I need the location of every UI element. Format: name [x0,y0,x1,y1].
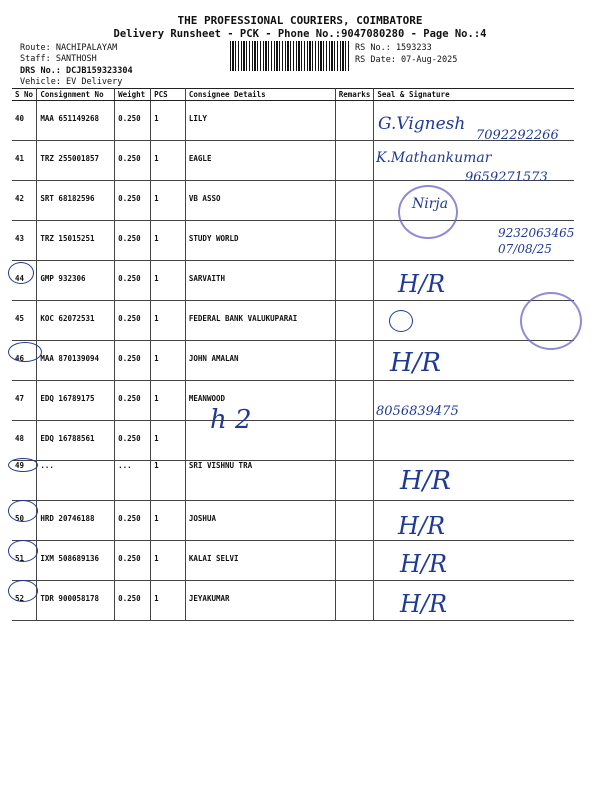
row-sno: 43 [12,221,37,261]
row-sno: 47 [12,381,37,421]
row-consignee: STUDY WORLD [185,221,335,261]
row-consignment: SRT 68182596 [37,181,115,221]
row-pcs: 1 [151,501,186,541]
col-header-consignment: Consignment No [37,89,115,101]
row-pcs: 1 [151,141,186,181]
row-consignee: KALAI SELVI [185,541,335,581]
row-consignment: GMP 932306 [37,261,115,301]
col-header-sno: S No [12,89,37,101]
col-header-signature: Seal & Signature [374,89,574,101]
row-pcs: 1 [151,221,186,261]
row-weight: 0.250 [115,581,151,621]
row-weight: 0.250 [115,541,151,581]
row-consignee [185,421,335,461]
table-row [12,541,574,581]
table-row [12,581,574,621]
col-header-consignee: Consignee Details [185,89,335,101]
table-header-row [12,89,574,101]
row-consignment: KOC 62072531 [37,301,115,341]
row-sno: 50 [12,501,37,541]
drs-number: DRS No.: DCJB159323304 [20,66,133,76]
row-consignee: JEYAKUMAR [185,581,335,621]
row-pcs: 1 [151,341,186,381]
row-remarks [335,341,374,381]
row-consignee: SARVAITH [185,261,335,301]
signature-50: H/R [398,512,446,540]
row-consignee: JOSHUA [185,501,335,541]
row-signature [374,101,574,141]
row-consignment: HRD 20746188 [37,501,115,541]
rs-date: RS Date: 07-Aug-2025 [355,55,458,65]
row-consignment: ... [37,461,115,501]
table-row [12,421,574,461]
row-weight: 0.250 [115,261,151,301]
table-row [12,381,574,421]
signature-49: H/R [400,466,452,496]
row-sno: 51 [12,541,37,581]
table-row [12,301,574,341]
row-weight: 0.250 [115,301,151,341]
signature-41: K.Mathankumar [376,150,492,166]
row-signature [374,581,574,621]
vehicle-label: Vehicle: EV Delivery [20,77,123,87]
row-weight: 0.250 [115,341,151,381]
row-remarks [335,461,374,501]
row-remarks [335,541,374,581]
row-consignee: EAGLE [185,141,335,181]
row-pcs: 1 [151,301,186,341]
date-43: 07/08/25 [498,242,552,256]
row-remarks [335,101,374,141]
row-consignment: TDR 900058178 [37,581,115,621]
row-signature [374,381,574,421]
table-row [12,141,574,181]
row-consignment: EDQ 16788561 [37,421,115,461]
table-row [12,501,574,541]
row-consignee: SRI VISHNU TRA [185,461,335,501]
row-signature [374,541,574,581]
row-signature [374,141,574,181]
runsheet-table [12,88,574,621]
row-pcs: 1 [151,101,186,141]
row-weight: 0.250 [115,101,151,141]
row-remarks [335,301,374,341]
row-consignment: MAA 870139094 [37,341,115,381]
table-row [12,221,574,261]
row-pcs: 1 [151,181,186,221]
row-remarks [335,501,374,541]
route-label: Route: NACHIPALAYAM [20,43,118,53]
table-row [12,181,574,221]
row-weight: 0.250 [115,221,151,261]
signature-46: H/R [390,348,442,378]
mark-47: h 2 [210,405,252,435]
row-weight: 0.250 [115,181,151,221]
runsheet-subtitle: Delivery Runsheet - PCK - Phone No.:9047080280 - Page No.:4 [113,28,487,40]
col-header-remarks: Remarks [335,89,374,101]
row-sno: 46 [12,341,37,381]
row-remarks [335,581,374,621]
row-sno: 42 [12,181,37,221]
col-header-weight: Weight [115,89,151,101]
row-sno: 44 [12,261,37,301]
row-consignment: IXM 508689136 [37,541,115,581]
row-weight: 0.250 [115,421,151,461]
signature-42: Nirja [412,196,449,212]
row-signature [374,501,574,541]
signature-51: H/R [400,550,448,578]
table-row [12,261,574,301]
company-title: THE PROFESSIONAL COURIERS, COIMBATORE [177,14,423,27]
phone-40: 7092292266 [476,128,559,143]
rs-number: RS No.: 1593233 [355,43,432,53]
row-weight: 0.250 [115,381,151,421]
row-consignee: MEANWOOD [185,381,335,421]
row-consignment: EDQ 16789175 [37,381,115,421]
row-signature [374,341,574,381]
signature-52: H/R [400,590,448,618]
staff-label: Staff: SANTHOSH [20,54,97,64]
row-pcs: 1 [151,541,186,581]
row-remarks [335,261,374,301]
row-signature [374,181,574,221]
phone-47: 8056839475 [376,404,459,419]
row-pcs: 1 [151,581,186,621]
row-sno: 48 [12,421,37,461]
phone-41: 9659271573 [465,170,548,185]
row-consignee: FEDERAL BANK VALUKUPARAI [185,301,335,341]
row-remarks [335,181,374,221]
row-consignment: TRZ 15015251 [37,221,115,261]
row-sno: 40 [12,101,37,141]
row-pcs: 1 [151,461,186,501]
row-pcs: 1 [151,261,186,301]
row-remarks [335,421,374,461]
signature-44: H/R [398,270,446,298]
signature-40: G.Vignesh [378,114,466,134]
row-signature [374,461,574,501]
row-sno: 49 [12,461,37,501]
row-sno: 41 [12,141,37,181]
table-row [12,101,574,141]
row-signature [374,221,574,261]
row-signature [374,261,574,301]
row-sno: 45 [12,301,37,341]
row-remarks [335,381,374,421]
row-pcs: 1 [151,421,186,461]
row-remarks [335,141,374,181]
row-signature [374,301,574,341]
row-remarks [335,221,374,261]
barcode-image [230,41,350,71]
table-row [12,461,574,501]
row-weight: ... [115,461,151,501]
row-consignee: JOHN AMALAN [185,341,335,381]
row-consignment: MAA 651149268 [37,101,115,141]
row-weight: 0.250 [115,501,151,541]
phone-43: 9232063465 [498,226,575,240]
row-sno: 52 [12,581,37,621]
row-consignee: VB ASSO [185,181,335,221]
row-consignee: LILY [185,101,335,141]
table-row [12,341,574,381]
col-header-pcs: PCS [151,89,186,101]
row-pcs: 1 [151,381,186,421]
row-consignment: TRZ 255001857 [37,141,115,181]
row-weight: 0.250 [115,141,151,181]
row-signature [374,421,574,461]
